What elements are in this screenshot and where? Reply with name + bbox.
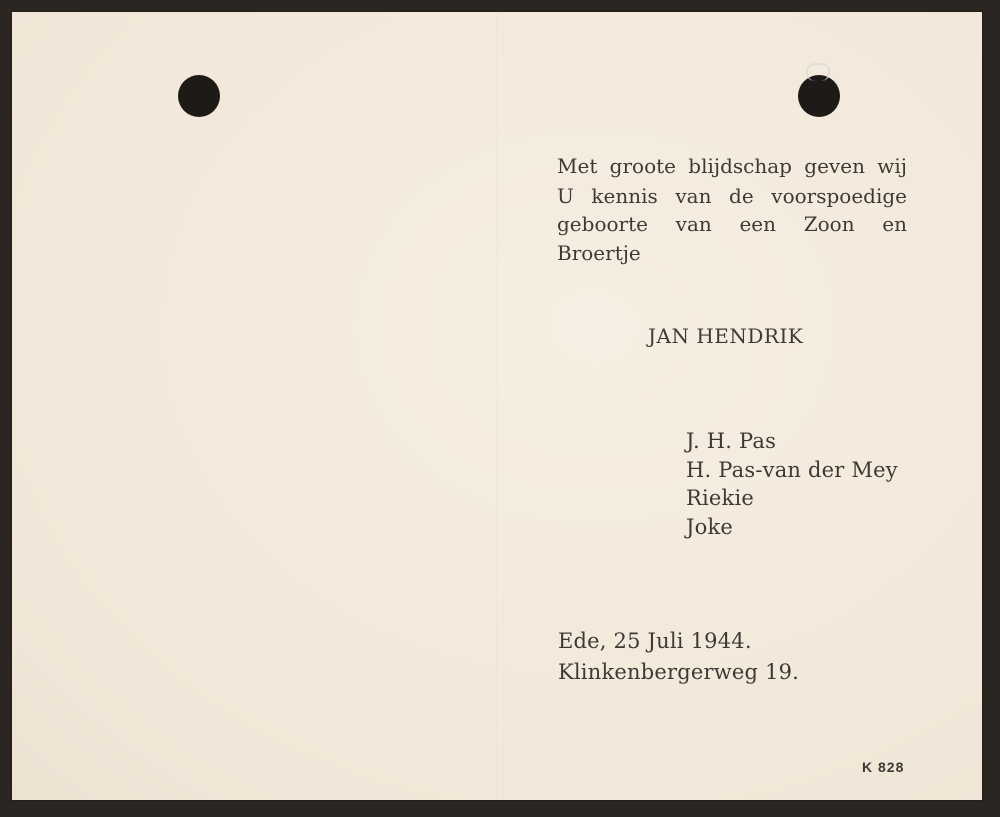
address: Klinkenbergerweg 19. [558,660,800,684]
family-member-father: J. H. Pas [686,429,777,453]
print-code: K 828 [862,759,905,775]
birth-announcement-card [12,12,982,800]
family-member-sibling-2: Joke [686,515,734,539]
announcement-line-2: U kennis van de voorspoedige [557,184,907,208]
place-date: Ede, 25 Juli 1944. [558,629,752,653]
card-fold [497,12,499,800]
family-member-sibling-1: Riekie [686,486,755,510]
punch-hole-left [178,75,220,117]
announcement-line-1: Met groote blijdschap geven wij [557,154,907,178]
announcement-line-4: Broertje [557,241,641,265]
family-member-mother: H. Pas-van der Mey [686,458,898,482]
announcement-line-3: geboorte van een Zoon en [557,212,907,236]
punch-hole-right [798,75,840,117]
child-name: JAN HENDRIK [648,324,804,348]
